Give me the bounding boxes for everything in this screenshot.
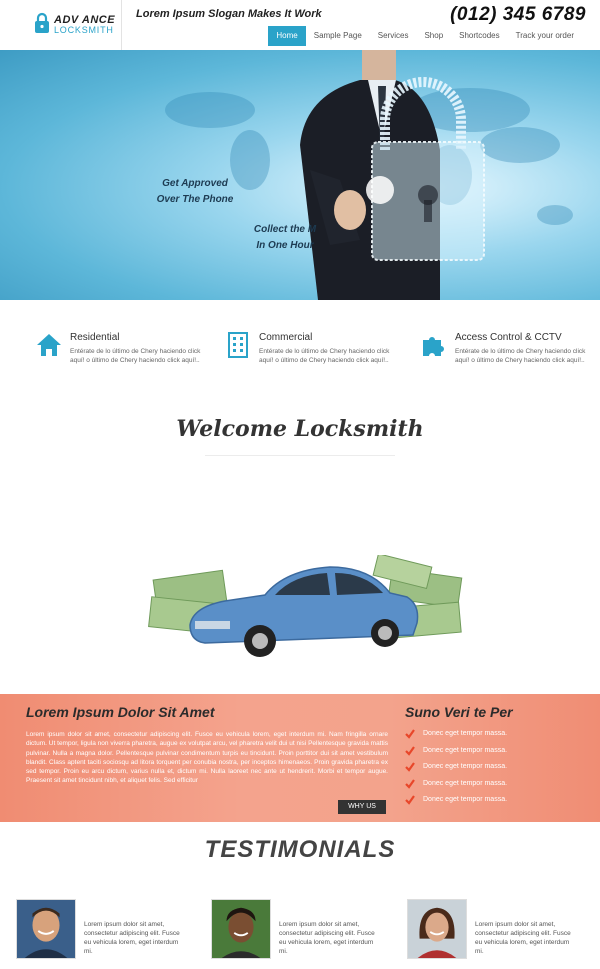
nav-shop[interactable]: Shop: [424, 31, 444, 40]
check-icon: [405, 779, 415, 789]
service-desc: [455, 347, 600, 365]
list-item: [405, 761, 585, 778]
logo[interactable]: [0, 0, 122, 50]
nav-services[interactable]: Services: [377, 31, 409, 40]
check-icon: [405, 762, 415, 772]
list-item: [405, 745, 585, 762]
hero-caption-1-line2: Over The Phone: [156, 194, 234, 205]
site-header: [0, 0, 600, 50]
avatar: [211, 899, 271, 959]
nav-track-order[interactable]: Track your order: [515, 31, 574, 40]
testimonial-card: [16, 899, 186, 959]
main-nav: [268, 26, 582, 46]
check-icon: [405, 795, 415, 805]
list-item: [405, 794, 585, 811]
checklist: [405, 728, 585, 811]
divider: [205, 455, 395, 456]
list-item: [405, 778, 585, 795]
hero-caption-1-line1: Get Approved: [162, 178, 228, 189]
house-icon: [36, 332, 62, 358]
nav-home[interactable]: Home: [268, 26, 305, 46]
service-desc-line1: Entérate de lo último de Chery haciendo click: [455, 348, 586, 355]
checklist-text: Donec eget tempor massa.: [423, 730, 508, 737]
band-title: Lorem Ipsum Dolor Sit Amet: [26, 704, 215, 720]
service-access-control[interactable]: [421, 330, 591, 370]
service-commercial[interactable]: [225, 330, 395, 370]
checklist-text: Donec eget tempor massa.: [423, 796, 508, 803]
service-desc-line2: aquí! o último de Chery haciendo click aquí!..: [259, 357, 389, 364]
why-us-button[interactable]: WHY US: [338, 800, 386, 814]
testimonial-quote: Lorem ipsum dolor sit amet, consectetur adipiscing elit. Fusce eu vehicula lorem, eget interdum mi.: [84, 921, 180, 955]
service-desc-line2: aquí! o último de Chery haciendo click aquí!..: [70, 357, 200, 364]
testimonial-card: [407, 899, 577, 959]
service-title: Access Control & CCTV: [455, 332, 562, 343]
welcome-heading: Welcome Locksmith: [176, 416, 424, 442]
hero-caption-1: [145, 176, 245, 208]
building-icon: [225, 332, 251, 358]
logo-line1: ADV ANCE: [54, 14, 116, 26]
testimonials-heading: TESTIMONIALS: [204, 836, 396, 863]
puzzle-icon: [421, 332, 447, 358]
hero-illustration: [0, 50, 600, 300]
service-residential[interactable]: [36, 330, 206, 370]
hero-banner: [0, 50, 600, 300]
band-title-2: Suno Veri te Per: [405, 704, 513, 720]
service-title: Residential: [70, 332, 120, 343]
info-band: [0, 694, 600, 822]
nav-sample-page[interactable]: Sample Page: [313, 31, 362, 40]
service-desc: [259, 347, 409, 365]
service-desc: [70, 347, 220, 365]
avatar: [407, 899, 467, 959]
slogan: Lorem Ipsum Slogan Makes It Work: [136, 8, 322, 20]
hero-caption-2-line1: Collect the M: [253, 224, 317, 235]
logo-line2: LOCKSMITH: [54, 25, 114, 35]
check-icon: [405, 746, 415, 756]
car-with-money-image: [145, 555, 470, 665]
phone-number: (012) 345 6789: [450, 4, 586, 25]
hero-caption-2: [230, 222, 340, 254]
band-paragraph: Lorem ipsum dolor sit amet, consectetur adipiscing elit. Fusce eu vehicula lorem, eget interdum mi. Nam fringilla ornare dictum. Ut tempor, ligula non viverra pharetra, augue ex volutpat arcu, vel pharetra velit dui ut nisi Pellentesque gravida mattis pulvinar. Nulla a magna dolor. Pellentesque pulvinar condimentum turpis eu tincidunt. Proin porttitor dui sit amet vestibulum blandit. Class aptent taciti sociosqu ad litora torquent per conubia nostra, per inceptos himenaeos. Proin gravida pharetra ex sed tempor. Proin eu arcu dictum, varius nulla et, dictum mi. Nulla laoreet nec ante ut hendrerit. Morbi et tempor augue. Praesent sit amet tincidunt nibh, et aliquet felis. Sed efficitur: [26, 731, 388, 785]
padlock-icon: [34, 12, 50, 34]
nav-shortcodes[interactable]: Shortcodes: [459, 31, 500, 40]
service-desc-line1: Entérate de lo último de Chery haciendo click: [259, 348, 390, 355]
checklist-text: Donec eget tempor massa.: [423, 763, 508, 770]
list-item: [405, 728, 585, 745]
hero-caption-2-line2: In One Hour: [256, 240, 314, 251]
service-desc-line2: aquí! o último de Chery haciendo click aquí!..: [455, 357, 585, 364]
avatar: [16, 899, 76, 959]
checklist-text: Donec eget tempor massa.: [423, 746, 508, 754]
testimonial-quote: Lorem ipsum dolor sit amet, consectetur adipiscing elit. Fusce eu vehicula lorem, eget interdum mi.: [279, 921, 375, 955]
testimonial-card: [211, 899, 381, 959]
testimonial-quote: Lorem ipsum dolor sit amet, consectetur adipiscing elit. Fusce eu vehicula lorem, eget interdum mi.: [475, 921, 571, 955]
check-icon: [405, 729, 415, 739]
service-desc-line1: Entérate de lo último de Chery haciendo click: [70, 348, 201, 355]
service-title: Commercial: [259, 332, 313, 343]
checklist-text: Donec eget tempor massa.: [423, 779, 508, 787]
